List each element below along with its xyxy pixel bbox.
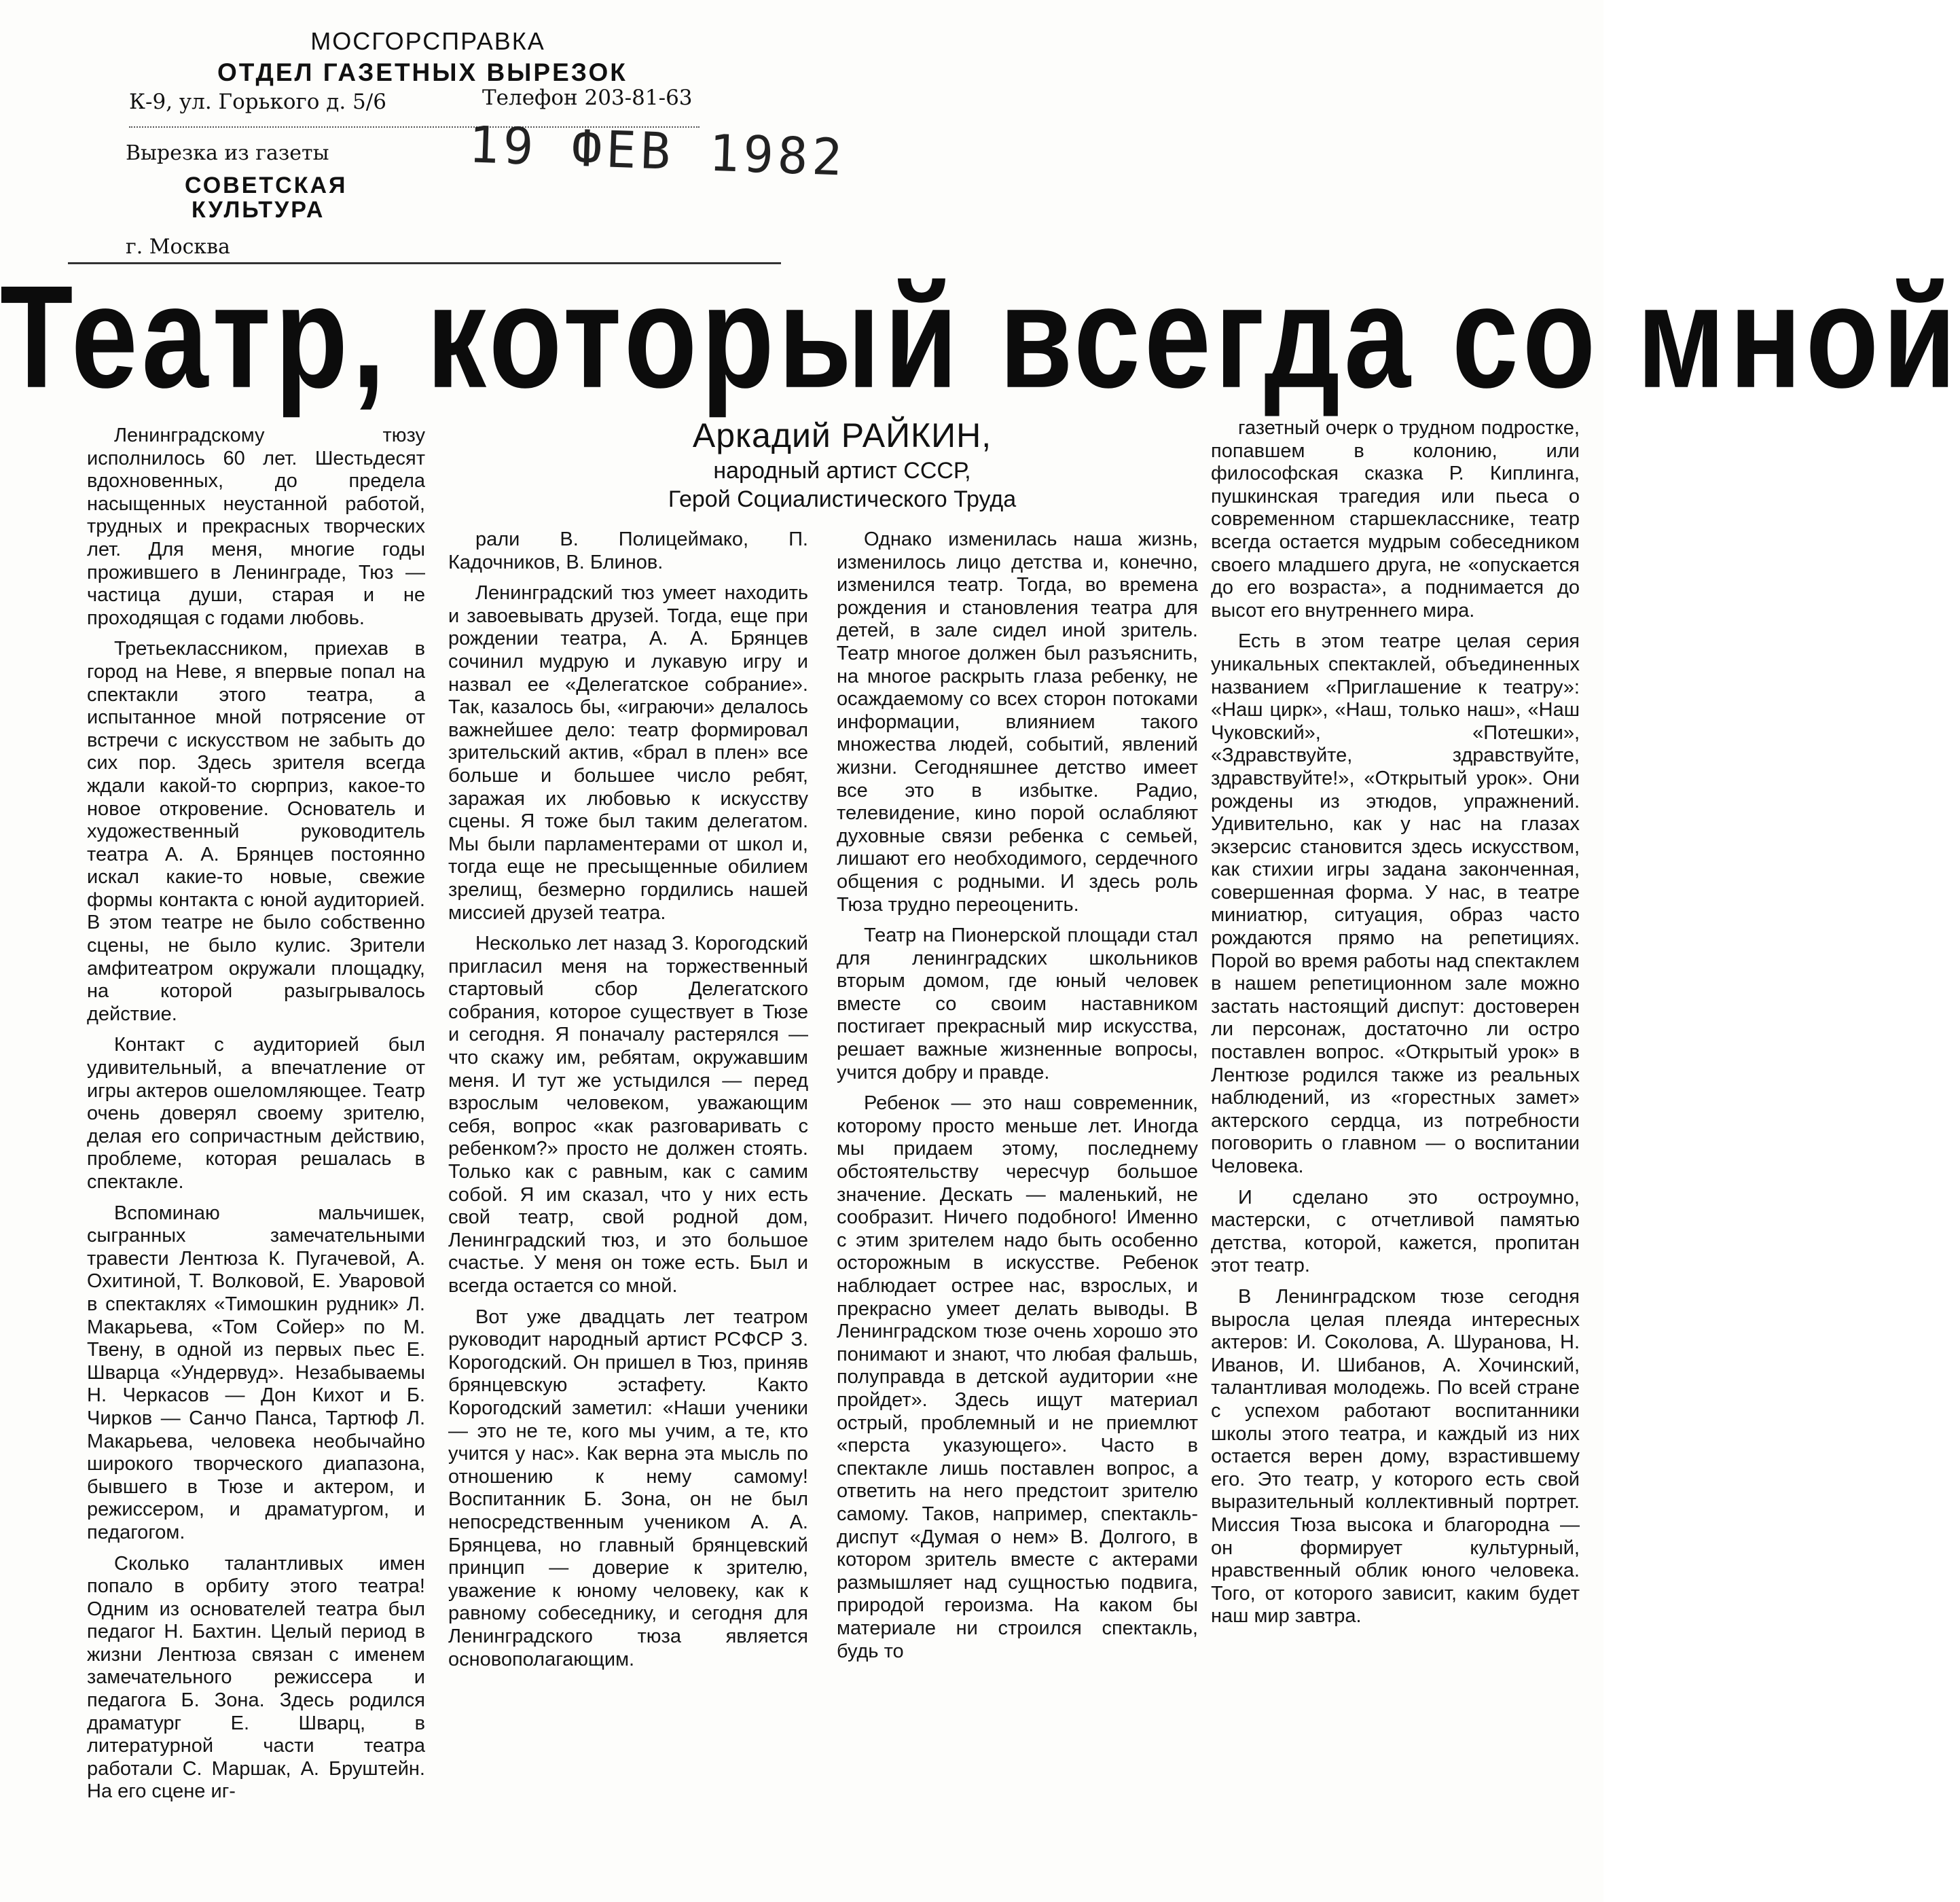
article-column-1: [87, 425, 425, 1895]
agency-address: К-9, ул. Горького д. 5/6: [129, 90, 386, 114]
newspaper-city: г. Москва: [126, 235, 230, 259]
paragraph: Есть в этом театре целая серия уникальных спектаклей, объединенных названием «Приглашение к театру»: «Наш цирк», «Наш, только наш», «Наш Чуковский», «Потешки», «Здравствуйте, здравствуйте, здравствуйте!», «Открытый урок». Они рождены из этюдов, упражнений. Удивительно, как у нас на глазах экзерсис становится здесь искусством, как стихии игры задана законченная, совершенная форма. У нас, в театре миниатюр, ситуация, образ часто рождаются прямо на репетициях. Порой во время работы над спектаклем в нашем репетиционном зале можно застать настоящий диспут: достоверен ли персонаж, достаточно ли остро поставлен вопрос. «Открытый урок» в Лентюзе родился также из реальных наблюдений, из «горестных замет» актерского сердца, из потребности поговорить о главном — о воспитании Человека.: [1211, 630, 1580, 1177]
article-column-4: [1211, 417, 1580, 1895]
author-name: Аркадий РАЙКИН,: [692, 416, 992, 454]
paragraph: Сколько талантливых имен попало в орбиту этого театра! Одним из основателей театра был педагог Н. Бахтин. Целый период в жизни Лентюза связан с именем замечательного режиссера и педагога Б. Зона. Здесь родился драматург Е. Шварц, в литературной части театра работали С. Маршак, А. Бруштейн. На его сцене иг-: [87, 1552, 425, 1803]
paragraph: В Ленинградском тюзе сегодня выросла целая плеяда интересных актеров: И. Соколова, А. Шуранова, Н. Иванов, И. Шибанов, А. Хочинский, талантливая молодежь. По всей стране с успехом работают воспитанники школы этого театра, и каждый из них остается верен дому, взрастившему его. Это театр, у которого есть свой выразительный коллективный портрет. Миссия Тюза высока и благородна — он формирует культурный, нравственный облик юного человека. Того, от которого зависит, каким будет наш мир завтра.: [1211, 1285, 1580, 1628]
article-headline: Театр, который всегда со мной: [0, 255, 1960, 419]
author-title-line2: Герой Социалистического Труда: [668, 486, 1017, 512]
paragraph: рали В. Полицеймако, П. Кадочников, В. Блинов.: [448, 528, 808, 573]
clipping-date-stamp: 19 ФЕВ 1982: [467, 115, 848, 187]
paragraph: Контакт с аудиторией был удивительный, а впечатление от игры актеров ошеломляющее. Театр очень доверял своему зрителю, делая его сопричастным действию, проблеме, которая решалась в спектакле.: [87, 1034, 425, 1193]
paragraph: Театр на Пионерской площади стал для ленинградских школьников вторым домом, где юный человек вместе со своим наставником постигает прекрасный мир искусства, решает важные жизненные вопросы, учится добру и правде.: [837, 925, 1198, 1083]
agency-name: МОСГОРСПРАВКА: [310, 27, 545, 55]
paragraph: Несколько лет назад З. Корогодский пригласил меня на торжественный стартовый сбор Делегатского собрания, которое существует в Тюзе и сегодня. Я поначалу растерялся — что скажу им, ребятам, окружавшим меня. И тут же устыдился — перед взрослым человеком, уважающим себя, вопрос «как разговаривать с ребенком?» просто не должен стоять. Только как с равным, как с самим собой. Я им сказал, что у них есть свой театр, свой родной дом, Ленинградский тюз, и это большое счастье. У меня он тоже есть. Был и всегда остается со мной.: [448, 933, 808, 1297]
paragraph: Третьеклассником, приехав в город на Неве, я впервые попал на спектакли этого театра, а испытанное мной потрясение от встречи с искусством не забыть до сих пор. Здесь зрителя всегда ждали какой-то сюрприз, какое-то новое откровение. Основатель и художественный руководитель театра А. А. Брянцев постоянно искал какие-то новые, свежие формы контакта с юной аудиторией. В этом театре не было собственно сцены, не было кулис. Зрители амфитеатром окружали площадку, на которой разыгрывалось действие.: [87, 638, 425, 1025]
paragraph: И сделано это остроумно, мастерски, с отчетливой памятью детства, которой, кажется, пропитан этот театр.: [1211, 1186, 1580, 1277]
author-title-line1: народный артист СССР,: [713, 458, 971, 484]
paragraph: Ребенок — это наш современник, которому просто меньше лет. Иногда мы придаем этому, последнему обстоятельству чересчур большое значение. Дескать — маленький, не сообразит. Ничего подобного! Именно с этим зрителем надо быть особенно осторожным в искусстве. Ребенок наблюдает острее нас, взрослых, и прекрасно умеет делать выводы. В Ленинградском тюзе очень хорошо это понимают и знают, что любая фальшь, полуправда в детской аудитории «не пройдет». Здесь ищут материал острый, проблемный и не приемлют «перста указующего». Часто в спектакле лишь поставлен вопрос, а ответить на него предстоит зрителю самому. Таков, например, спектакль-диспут «Думая о нем» В. Долгого, в котором зритель вместе с актерами размышляет над сущностью подвига, природой героизма. На каком бы материале ни строился спектакль, будь то: [837, 1092, 1198, 1662]
paragraph: Вспоминаю мальчишек, сыгранных замечательными травести Лентюза К. Пугачевой, А. Охитиной, Т. Волковой, Е. Уваровой в спектаклях «Тимошкин рудник» Л. Макарьева, «Том Сойер» по М. Твену, в одной из первых пьес Е. Шварца «Ундервуд». Незабываемы Н. Черкасов — Дон Кихот и Б. Чирков — Санчо Панса, Тартюф Л. Макарьева, человека необычайно широкого творческого диапазона, бывшего в Тюзе и актером, и режиссером, и драматургом, и педагогом.: [87, 1202, 425, 1543]
clipping-from-label: Вырезка из газеты: [126, 141, 329, 165]
newspaper-name-line1: СОВЕТСКАЯ: [185, 173, 348, 198]
paragraph: газетный очерк о трудном подростке, попавшем в колонию, или философская сказка Р. Киплинга, пушкинская трагедия или пьеса о современном старшекласснике, театр всегда остается мудрым собеседником своего младшего друга, не «опускается до его возраста», а поднимается до высот его внутреннего мира.: [1211, 417, 1580, 622]
newspaper-name-line2: КУЛЬТУРА: [192, 197, 325, 223]
paragraph: Однако изменилась наша жизнь, изменилось лицо детства и, конечно, изменился театр. Тогда, во времена рождения и становления театра для детей, в зале сидел иной зритель. Театр многое должен был разъяснить, на многое раскрыть глаза ребенку, не осаждаемому со всех сторон потоками информации, влиянием такого множества людей, событий, явлений жизни. Сегодняшнее детство имеет все это в избытке. Радио, телевидение, кино порой ослабляют духовные связи ребенка с семьей, лишают его необходимого, сердечного общения с родными. И здесь роль Тюза трудно переоценить.: [837, 528, 1198, 916]
paragraph: Вот уже двадцать лет театром руководит народный артист РСФСР З. Корогодский. Он пришел в Тюз, приняв брянцевскую эстафету. Както Корогодский заметил: «Наши ученики — это не те, кого мы учим, а те, кто учится у нас». Как верна эта мысль по отношению к нему самому! Воспитанник Б. Зона, он не был непосредственным учеником А. А. Брянцева, но главный брянцевский принцип — доверие к зрителю, уважение к юному человеку, как к равному собеседнику, и сегодня для Ленинградского тюза является основополагающим.: [448, 1306, 808, 1670]
paragraph: Ленинградский тюз умеет находить и завоевывать друзей. Тогда, еще при рождении театра, А. А. Брянцев сочинил мудрую и лукавую игру и назвал ее «Делегатское собрание». Так, казалось бы, «играючи» делалось важнейшее дело: театр формировал зрительский актив, «брал в плен» все больше и большее число ребят, заражая их любовью к искусству сцены. Я тоже был таким делегатом. Мы были парламентерами от школ и, тогда еще не пресыщенные обилием зрелищ, безмерно гордились нашей миссией друзей театра.: [448, 582, 808, 924]
article-column-3: [837, 528, 1198, 1895]
department-name: ОТДЕЛ ГАЗЕТНЫХ ВЫРЕЗОК: [217, 58, 628, 86]
agency-phone: Телефон 203-81-63: [482, 86, 693, 110]
article-column-2: [448, 528, 808, 1895]
article-byline: [598, 414, 1087, 514]
paragraph: Ленинградскому тюзу исполнилось 60 лет. Шестьдесят вдохновенных, до предела насыщенных неустанной работой, трудных и прекрасных творческих лет. Для меня, многие годы прожившего в Ленинграде, Тюз — частица души, старая и не проходящая с годами любовь.: [87, 425, 425, 629]
